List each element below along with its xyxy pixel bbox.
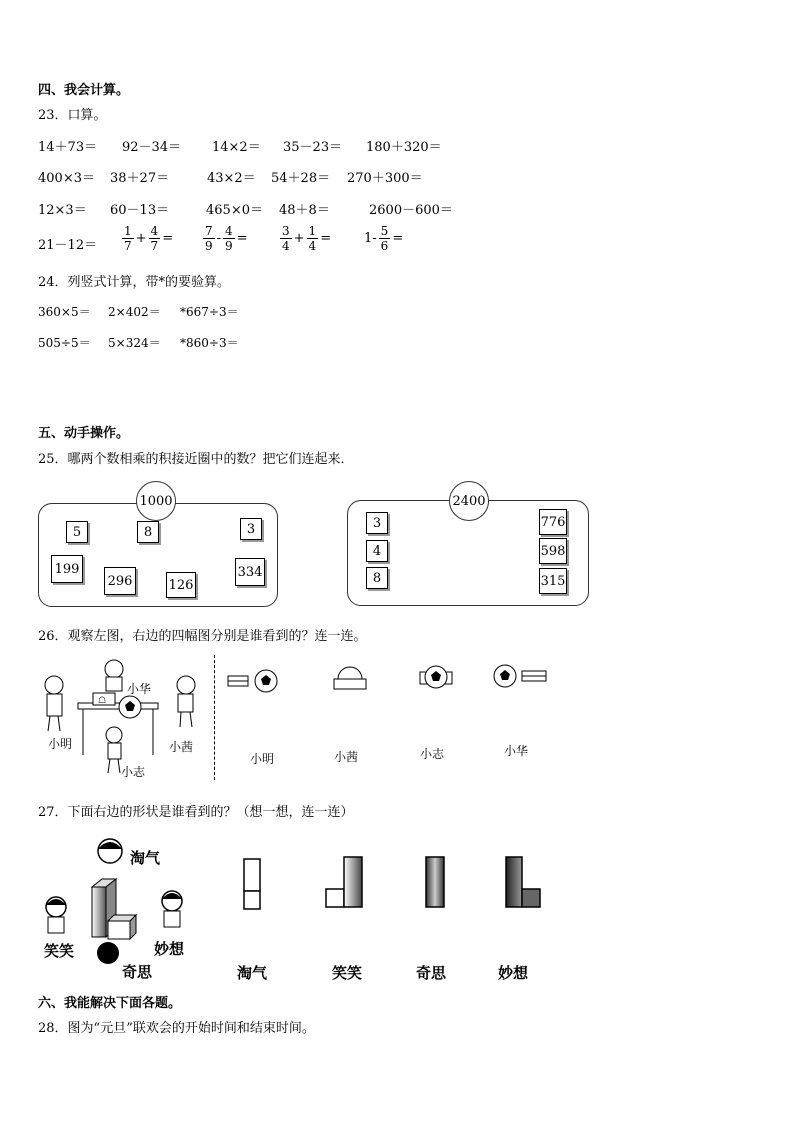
- numerator: 4: [150, 224, 159, 238]
- equals: =: [320, 231, 332, 246]
- equals: =: [236, 231, 248, 246]
- number-box: 598: [539, 538, 567, 564]
- view-label: 小华: [504, 744, 529, 758]
- q23-item: 38＋27＝: [110, 171, 170, 186]
- whole-number: 1-: [364, 231, 377, 246]
- q28-title: 28．图为“元旦”联欢会的开始时间和结束时间。: [38, 1021, 315, 1036]
- denominator: 4: [282, 239, 290, 253]
- numerator: 3: [282, 224, 290, 238]
- number-box: 3: [366, 512, 388, 534]
- q23-item: 92－34＝: [122, 140, 182, 155]
- q25-left-circle: 1000: [136, 481, 176, 521]
- view-illustration: [492, 663, 550, 689]
- fraction-expression-4: [362, 224, 405, 253]
- number-box: 199: [51, 555, 83, 583]
- number-box: 3: [240, 518, 262, 540]
- q24-title: 24．列竖式计算，带*的要验算。: [38, 275, 231, 290]
- view-label: 奇思: [416, 964, 447, 982]
- q26-title: 26．观察左图，右边的四幅图分别是谁看到的？连一连。: [38, 629, 367, 644]
- q23-item: 60－13＝: [110, 203, 170, 218]
- q23-item: 14×2＝: [212, 140, 261, 155]
- numerator: 7: [205, 224, 213, 238]
- number-box: 8: [366, 567, 388, 589]
- equals: =: [162, 231, 174, 246]
- view-label: 妙想: [498, 964, 529, 982]
- scene-label: 笑笑: [44, 942, 75, 960]
- scene-label: 妙想: [154, 940, 185, 958]
- section-6-title: 六、我能解决下面各题。: [38, 996, 182, 1011]
- section-5-title: 五、动手操作。: [38, 426, 130, 441]
- fraction-expression-2: [203, 224, 250, 253]
- number-box: 4: [366, 540, 388, 562]
- denominator: 7: [124, 239, 132, 253]
- equals: =: [392, 231, 404, 246]
- view-label: 小志: [420, 747, 445, 761]
- operator: -: [216, 231, 222, 246]
- q23-item: 180＋320＝: [366, 140, 442, 155]
- section-4-title: 四、我会计算。: [38, 83, 130, 98]
- view-label: 笑笑: [332, 964, 363, 982]
- q23-item: 400×3＝: [38, 171, 95, 186]
- denominator: 9: [225, 239, 233, 253]
- number-box: 5: [66, 521, 88, 543]
- view-illustration: [322, 853, 368, 913]
- scene-label: 淘气: [130, 849, 161, 867]
- q23-item: 48＋8＝: [279, 203, 330, 218]
- number-box: 315: [539, 568, 567, 594]
- q23-item: 43×2＝: [207, 171, 256, 186]
- numerator: 1: [124, 224, 132, 238]
- view-illustration: [330, 665, 370, 693]
- view-label: 淘气: [237, 964, 268, 982]
- denominator: 6: [380, 239, 389, 253]
- q23-item: 2600－600＝: [369, 203, 453, 218]
- scene-label: 奇思: [122, 963, 153, 981]
- scene-label: 小华: [127, 682, 152, 696]
- divider: [214, 655, 215, 780]
- number-box: 334: [235, 558, 265, 586]
- q24-item: 360×5＝: [38, 305, 91, 319]
- number-box: 296: [104, 567, 136, 595]
- denominator: 4: [308, 239, 317, 253]
- view-illustration: [418, 663, 454, 691]
- operator: +: [135, 231, 147, 246]
- view-illustration: [500, 853, 546, 913]
- q23-item: 14＋73＝: [38, 140, 98, 155]
- q23-item: 270＋300＝: [347, 171, 423, 186]
- q24-item: *860÷3＝: [180, 336, 239, 350]
- number-box: 776: [539, 509, 567, 535]
- q24-item: 2×402＝: [108, 305, 161, 319]
- numerator: 5: [380, 224, 389, 238]
- scene-label: 小志: [121, 765, 146, 779]
- view-illustration: [420, 853, 450, 913]
- number-box: 126: [166, 572, 196, 598]
- q23-item: 21－12＝: [38, 238, 98, 253]
- denominator: 9: [205, 239, 213, 253]
- view-label: 小茜: [334, 750, 359, 764]
- denominator: 7: [150, 239, 159, 253]
- scene-label: 小明: [48, 737, 73, 751]
- fraction-expression-1: [122, 224, 175, 253]
- q25-right-circle: 2400: [449, 481, 489, 521]
- number-box: 8: [137, 521, 159, 543]
- view-label: 小明: [250, 752, 275, 766]
- fraction-expression-3: [280, 224, 333, 253]
- numerator: 4: [225, 224, 233, 238]
- q23-item: 54＋28＝: [271, 171, 331, 186]
- view-illustration: [226, 668, 281, 694]
- view-illustration: [238, 855, 268, 915]
- q23-title: 23．口算。: [38, 108, 107, 123]
- q24-item: 505÷5＝: [38, 336, 91, 350]
- numerator: 1: [308, 224, 317, 238]
- q23-item: 12×3＝: [38, 203, 87, 218]
- q23-item: 35－23＝: [283, 140, 343, 155]
- scene-label: 小茜: [169, 740, 194, 754]
- q27-title: 27．下面右边的形状是谁看到的？（想一想，连一连）: [38, 805, 354, 820]
- q24-item: 5×324＝: [108, 336, 161, 350]
- svg-text:☖: ☖: [98, 696, 107, 706]
- q23-item: 465×0＝: [206, 203, 263, 218]
- q25-title: 25．哪两个数相乘的积接近圈中的数？把它们连起来．: [38, 452, 354, 467]
- operator: +: [293, 231, 305, 246]
- q24-item: *667÷3＝: [180, 305, 239, 319]
